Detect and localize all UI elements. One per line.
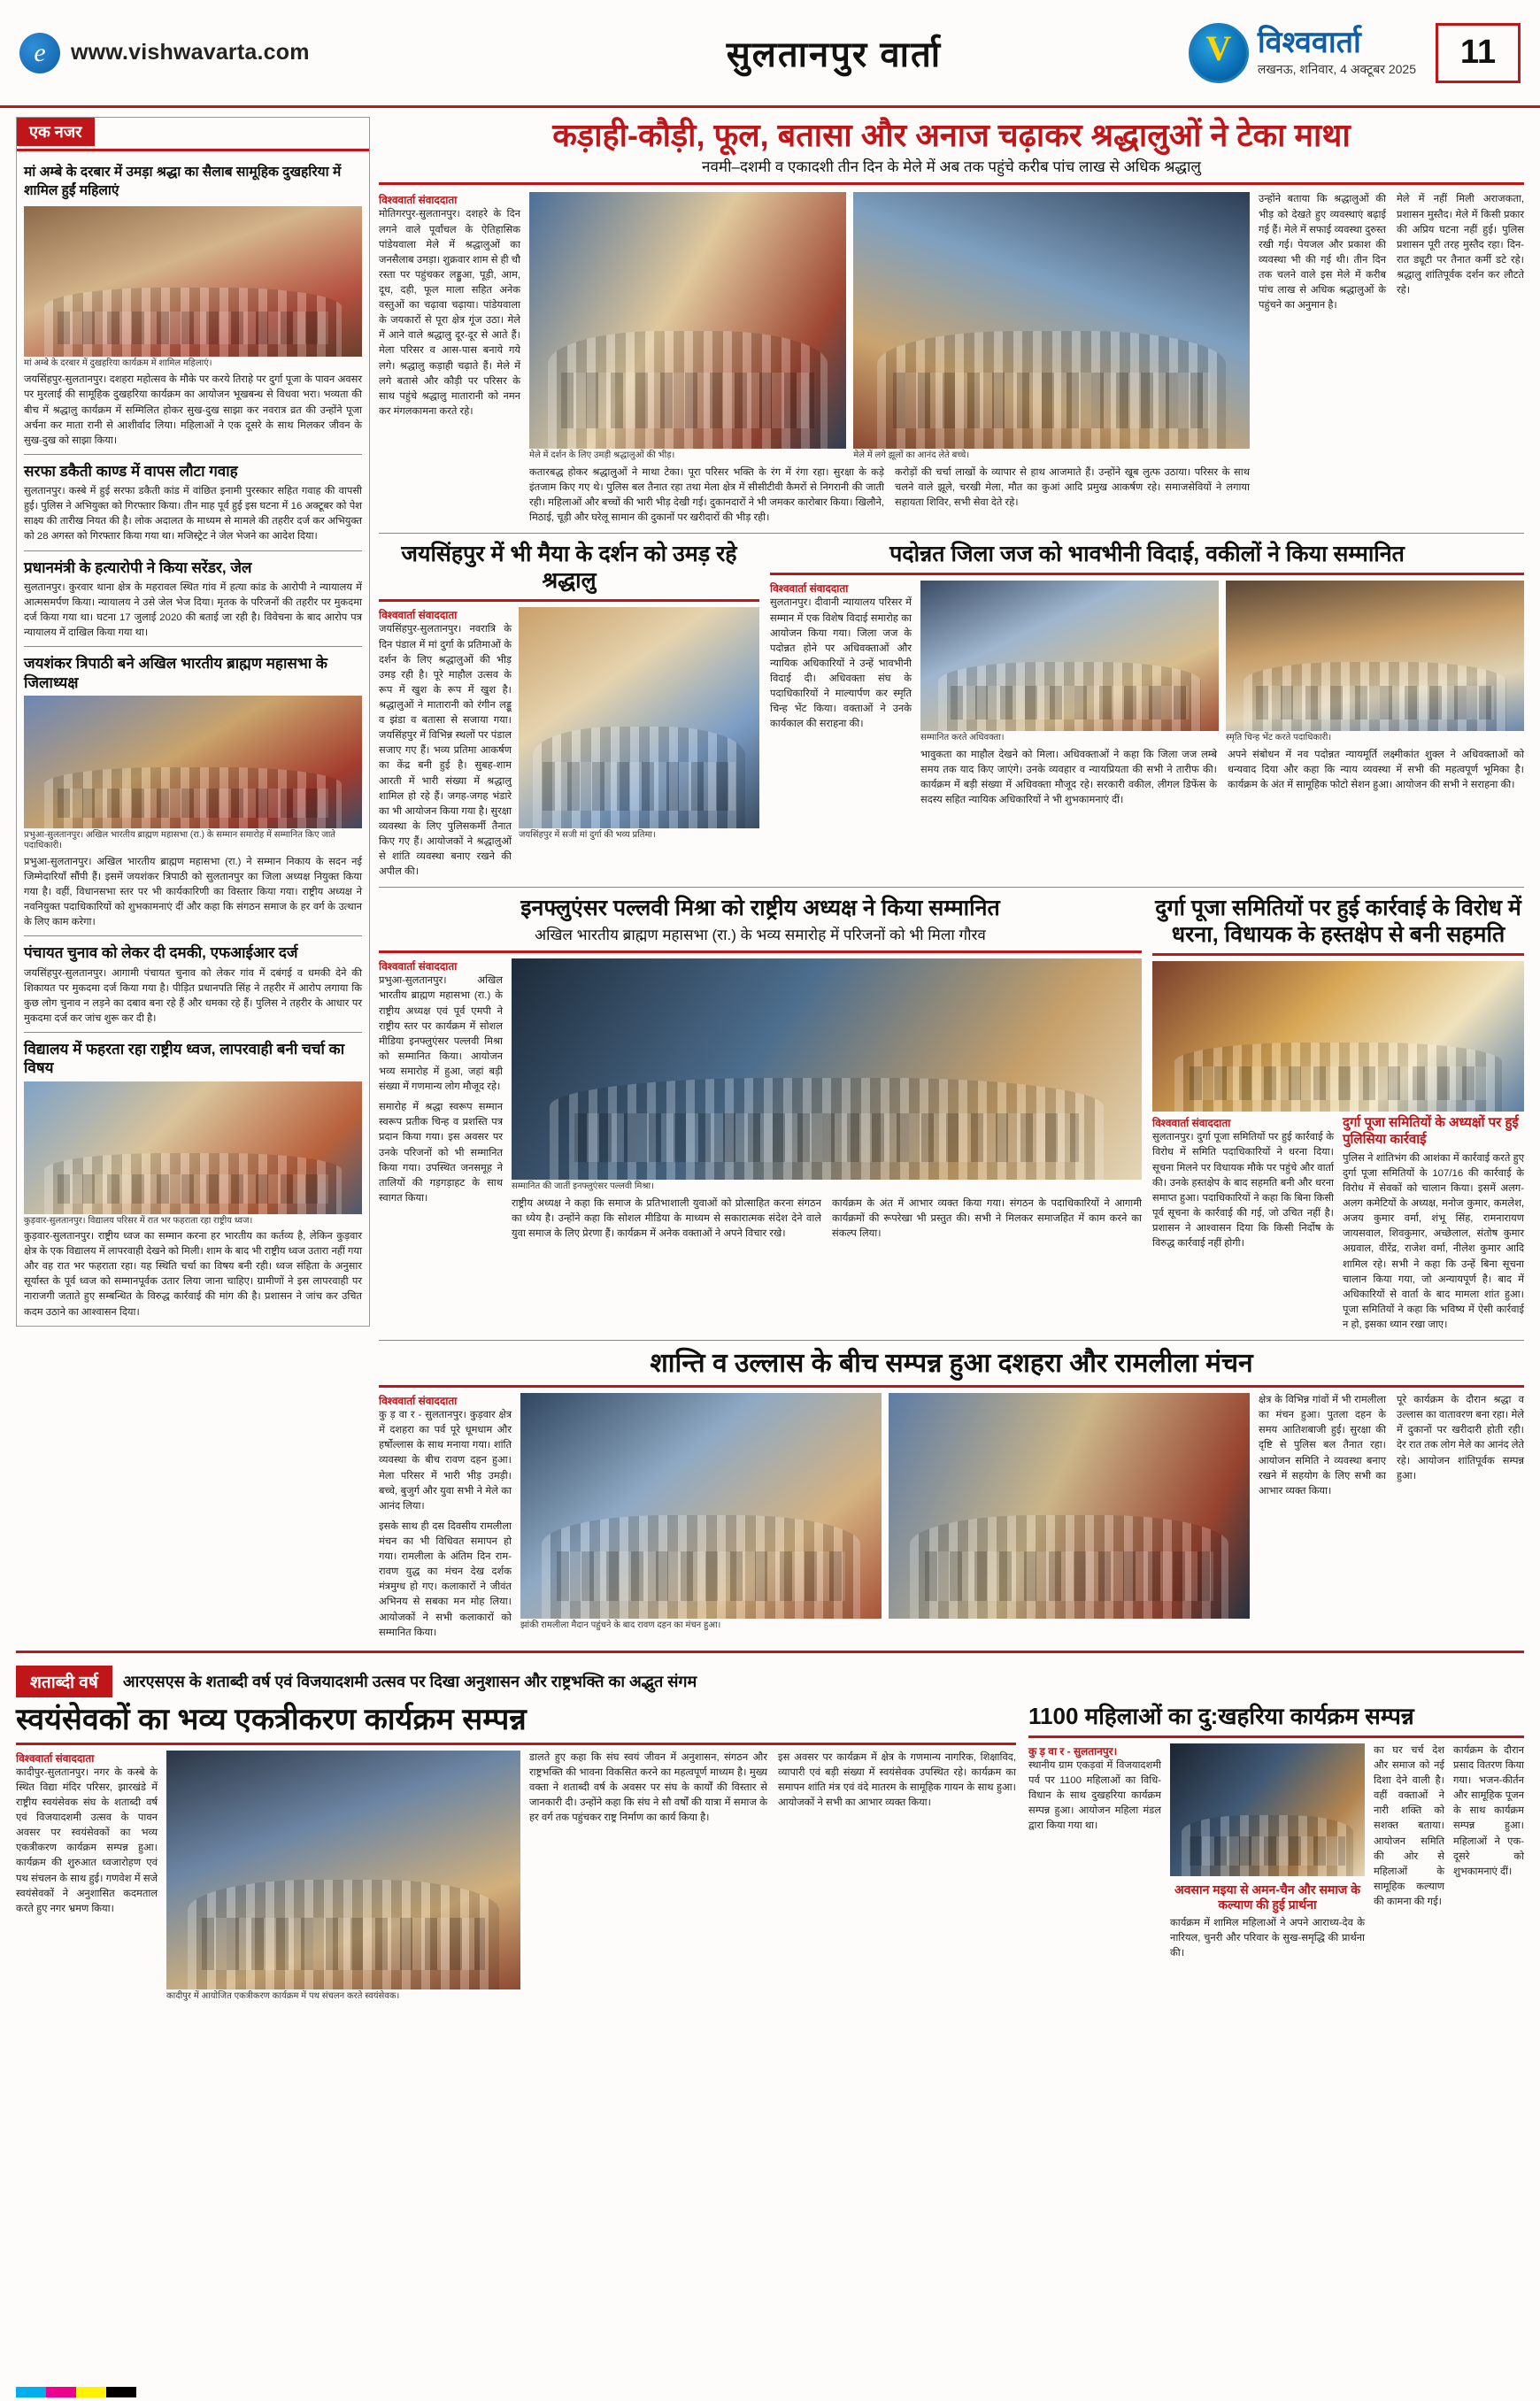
judge-headline[interactable]: पदोन्नत जिला जज को भावभीनी विदाई, वकीलों ने किया सम्मानित (889, 542, 1405, 567)
website-url[interactable]: www.vishwavarta.com (71, 40, 310, 65)
judge-photo-1 (920, 581, 1219, 731)
byline: विश्ववार्ता संवाददाता (379, 960, 458, 973)
influencer-col-4: कार्यक्रम के अंत में आभार व्यक्त किया गया। संगठन के पदाधिकारियों ने आगामी कार्यक्रमों की रूपरेखा भी प्रस्तुत की। सभी ने मिलकर समाजहित में काम करने का संकल्प लिया। (832, 1197, 1142, 1240)
page-content (0, 108, 1540, 1641)
masthead-right (1189, 23, 1521, 83)
rss-col-1: कादीपुर-सुलतानपुर। नगर के कस्बे के स्थित विद्या मंदिर परिसर, झारखंडे में राष्ट्रीय स्वयंसेवक संघ के शताब्दी वर्ष एवं विजयादशमी उत्सव के पावन अवसर पर स्वयंसेवकों का भव्य एकत्रीकरण कार्यक्रम सम्पन्न हुआ। कार्यक्रम की शुरुआत ध्वजारोहण एवं पथ संचलन के साथ हुई। गणवेश में सजे स्वयंसेवकों ने अनुशासित कदमताल करते हुए नगर भ्रमण किया। (16, 1766, 158, 1914)
lead-photo-right (853, 192, 1250, 449)
influencer-col-2: समारोह में श्रद्धा स्वरूप सम्मान स्वरूप प्रतीक चिन्ह व प्रशस्ति पत्र प्रदान किया गया। इस अवसर पर उनके परिजनों को भी सम्मानित किया गया। उपस्थित जनसमूह ने तालियों की गड़गड़ाहट के साथ स्वागत किया। (379, 1102, 503, 1204)
jaisinghpur-body: जयसिंहपुर-सुलतानपुर। नवरात्रि के दिन पंडाल में मां दुर्गा के प्रतिमाओं के दर्शन के लिए श्रद्धालुओं की भीड़ उमड़ रही है। पूरे माहौल उत्सव के रूप में खुश के रूप में खुश है। श्रद्धालुओं ने मातारानी को रंगीन लड्डू व झंडा व बतासा से सजाया गया। जयसिंहपुर में विभिन्न स्थलों पर पंडाल सजाए गए हैं। भव्य प्रतिमा आकर्षण का केंद्र बनी हुई है। सुबह-शाम आरती में भारी संख्या में श्रद्धालु शामिल हो रहे हैं। जगह-जगह भंडारे का भी आयोजन किया गया है। सुरक्षा व्यवस्था के लिए पुलिसकर्मी तैनात किए गए हैं। आयोजकों ने श्रद्धालुओं से शांति व्यवस्था बनाए रखने की अपील की। (379, 624, 512, 878)
one-glance-column (16, 117, 370, 1641)
one-glance-item-photo (24, 1081, 362, 1214)
story-dussehra (379, 1348, 1524, 1641)
rss-headline[interactable]: स्वयंसेवकों का भव्य एकत्रीकरण कार्यक्रम सम्पन्न (16, 1702, 527, 1736)
lead-col-4: उन्होंने बताया कि श्रद्धालुओं की भीड़ को देखते हुए व्यवस्थाएं बढ़ाई गई हैं। मेले में सफाई व्यवस्था दुरुस्त रखी गई। पेयजल और प्रकाश की व्यवस्था भी की गई थी। तीन दिन तक चलने वाले इस मेले में करीब पांच लाख से अधिक श्रद्धालुओं के पहुंचने का अनुमान है। (1259, 194, 1386, 312)
women-col-2: का घर चर्च देश और समाज को नई दिशा देने वाली है। वहीं वक्ताओं ने नारी शक्ति को सशक्त बताया। आयोजन समिति की ओर से महिलाओं के सामूहिक कल्याण की कामना की गई। (1374, 1744, 1444, 1908)
globe-icon: e (19, 33, 60, 73)
brand-logo (1189, 23, 1416, 83)
page-number: 11 (1436, 23, 1521, 83)
photo-caption: सम्मानित की जातीं इनफ्लुएंसर पल्लवी मिश्रा। (512, 1181, 654, 1192)
lead-col-3: करोड़ों की चर्चा लाखों के व्यापार से हाथ आजमाते हैं। उन्होंने खूब लुत्फ उठाया। परिसर के साथ चलने वाले झूले, चरखी मेला, मौत का कुआं आदि प्रमुख आकर्षण रहे। समाजसेवियों ने लगाया सहायता शिविर, सभी सेवा देते रहे। (895, 466, 1250, 509)
judge-body-1: सुलतानपुर। दीवानी न्यायालय परिसर में सम्मान में एक विशेष विदाई समारोह का आयोजन किया गया। जिला जज के पदोन्नत होने पर अधिवक्ताओं और न्यायिक अधिकारियों ने उन्हें भावभीनी विदाई दी। अधिवक्ता संघ के पदाधिकारियों ने माल्यार्पण कर स्मृति चिन्ह भेंट किया। वक्ताओं ने उनके कार्यकाल की सराहना की। (770, 597, 912, 730)
photo-caption: सम्मानित करते अधिवक्ता। (920, 733, 1005, 743)
durga-body: सुलतानपुर। दुर्गा पूजा समितियों पर हुई कार्रवाई के विरोध में समिति पदाधिकारियों ने धरना दिया। सूचना मिलने पर विधायक मौके पर पहुंचे और वार्ता की। उनके हस्तक्षेप के बाद सहमति बनी और धरना समाप्त हुआ। पदाधिकारियों ने कहा कि बिना किसी पूर्व सूचना के कार्रवाई की गई, जो उचित नहीं है। प्रशासन ने आश्वासन दिया कि किसी निर्दोष के विरुद्ध कार्रवाई नहीं होगी। (1152, 1132, 1334, 1250)
byline: विश्ववार्ता संवाददाता (379, 609, 458, 622)
influencer-col-1: प्रभुआ-सुलतानपुर। अखिल भारतीय ब्राह्मण महासभा (रा.) के राष्ट्रीय अध्यक्ष एवं पूर्व एमपी ने राष्ट्रीय स्तर पर कार्यक्रम में सोशल मीडिया इनफ्लुएंसर पल्लवी मिश्रा को सम्मानित किया। आयोजन भव्य समारोह में हुआ, जहां बड़ी संख्या में गणमान्य लोग मौजूद रहे। (379, 975, 503, 1093)
brand-name: विश्ववार्ता (1257, 26, 1361, 59)
lead-subhead: नवमी–दशमी व एकादशी तीन दिन के मेले में अब तक पहुंचे करीब पांच लाख से अधिक श्रद्धालु (702, 158, 1201, 176)
masthead-left (19, 33, 480, 73)
one-glance-item-body: कुड़वार-सुलतानपुर। राष्ट्रीय ध्वज का सम्मान करना हर भारतीय का कर्तव्य है, लेकिन कुड़वार क्षेत्र के एक विद्यालय में लापरवाही देखने को मिली। शाम के बाद भी राष्ट्रीय ध्वज उतारा नहीं गया और वह रात भर फहराता रहा। यह स्थिति चर्चा का विषय बनी रही। ध्वज संहिता के अनुसार सूर्यास्त के पूर्व ध्वज को सम्मानपूर्वक उतार लिया जाना चाहिए। ग्रामीणों ने इस लापरवाही पर नाराजगी जताते हुए सम्बन्धित के विरुद्ध कार्रवाई की मांग की है। प्रशासन ने जांच कर उचित कदम उठाने का आश्वासन दिया। (24, 1231, 362, 1318)
dussehra-headline[interactable]: शान्ति व उल्लास के बीच सम्पन्न हुआ दशहरा और रामलीला मंचन (650, 1349, 1253, 1379)
lead-col-1: मोतिगरपुर-सुलतानपुर। दशहरे के दिन लगने वाले पूर्वांचल के ऐतिहासिक पांडेयवाला मेले में श्रद्धालुओं का जनसैलाब उमड़ा। शुक्रवार शाम से ही चौ रस्ता पर पहुंचकर लड्डुआ, पूड़ी, आम, दूध, दही, फूल माला सहित अनेक वस्तुओं का चढ़ावा चढ़ाया। पांडेयवाला के जयकारों से पूरा क्षेत्र गूंज उठा। मेले में आने वाले श्रद्धालु दूर-दूर से आते हैं। मेला परिसर व आस-पास बनाये गये लगे। श्रद्धालु कड़ाही चढ़ाते हैं। मेले में लगे बतासे और कौड़ी पर परिसर के साथ पहुंचे श्रद्धालु मातारानी को नमन कर मंगलकामना करते रहे। (379, 209, 520, 417)
durga-side-body: पुलिस ने शांतिभंग की आशंका में कार्रवाई करते हुए दुर्गा पूजा समितियों के 107/16 की कार्रवाई के विरोध में सेवकों को चालान किया। इसमें अलग-अलग कमेटियों के अध्यक्ष, मनोज कुमार, कमलेश, अजय कुमार वर्मा, शंभू सिंह, रामनारायण जायसवाल, शिवकुमार, अच्छेलाल, संतोष कुमार अग्रवाल, वीरेंद्र, राजेश वर्मा, नीलेश कुमार आदि शामिल रहे। सभी ने कहा कि उन्हें बिना सूचना चालान किया गया, जो अन्यायपूर्ण है। बाद में अधिकारियों से वार्ता के बाद मामला शांत हुआ। पूजा समितियों ने कहा कि भविष्य में ऐसी कार्रवाई न हो, इसका ध्यान रखा जाए। (1343, 1152, 1524, 1330)
story-rss (16, 1703, 1016, 2003)
one-glance-box (16, 117, 370, 1327)
one-glance-item-body: सुलतानपुर। कुरवार थाना क्षेत्र के महरावल स्थित गांव में हत्या कांड के आरोपी ने न्यायालय में आत्मसमर्पण किया। न्यायालय ने उसे जेल भेज दिया। मृतक के परिजनों की तहरीर पर मुकदमा दर्ज किया गया था। घटना 17 जुलाई 2020 की बताई जा रही है। विवेचना के बाद आरोप पत्र न्यायालय में दाखिल किया गया था। (24, 581, 362, 639)
second-row (379, 541, 1524, 880)
one-glance-body: जयसिंहपुर-सुलतानपुर। दशहरा महोत्सव के मौके पर करये तिराहे पर दुर्गा पूजा के पावन अवसर पर मुरलाई की सामूहिक दुखहरिया कार्यक्रम का आयोजन भूखबन्ध से विधवा भरा। भव्यता की बीच में श्रद्धालु कार्यक्रम में सम्मिलित होकर सुख-दुख साझा कर नवरात्र व्रत की उन्होंने पूजा अर्चना कर माता रानी से आशीर्वाद लिया। महिलाओं ने एक दूसरे के साथ मिलकर जीवन के सुख-दुख को साझा किया। (24, 374, 362, 446)
influencer-photo (512, 958, 1142, 1180)
photo-caption: प्रभुआ-सुलतानपुर। अखिल भारतीय ब्राह्मण महासभा (रा.) के सम्मान समारोह में सम्मानित किए जाते पदाधिकारी। (24, 829, 335, 851)
photo-caption: मेले में दर्शन के लिए उमड़ी श्रद्धालुओं की भीड़। (529, 450, 675, 461)
judge-body-3: अपने संबोधन में नव पदोन्नत न्यायमूर्ति लक्ष्मीकांत शुक्ल ने अधिवक्ताओं को धन्यवाद दिया और कहा कि न्याय व्यवस्था में सभी की महत्वपूर्ण भूमिका है। कार्यक्रम के अंत में सामूहिक फोटो सेशन हुआ। आयोजन की सभी ने सराहना की। (1228, 749, 1524, 791)
centenary-text: आरएसएस के शताब्दी वर्ष एवं विजयादशमी उत्सव पर दिखा अनुशासन और राष्ट्रभक्ति का अद्भुत संगम (122, 1672, 697, 1690)
rss-photo (166, 1751, 520, 1989)
edition-date: लखनऊ, शनिवार, 4 अक्टूबर 2025 (1257, 62, 1416, 76)
lead-headline[interactable]: कड़ाही-कौड़ी, फूल, बतासा और अनाज चढ़ाकर श्रद्धालुओं ने टेका माथा (552, 117, 1351, 153)
one-glance-lead: मां अम्बे के दरबार में उमड़ा श्रद्धा का सैलाब सामूहिक दुखहरिया में शामिल हुईं महिलाएं (24, 165, 342, 198)
durga-photo (1152, 961, 1524, 1112)
byline: विश्ववार्ता संवाददाता (379, 1395, 458, 1408)
women-headline[interactable]: 1100 महिलाओं का दु:खहरिया कार्यक्रम सम्पन्न (1028, 1702, 1414, 1729)
influencer-col-3: राष्ट्रीय अध्यक्ष ने कहा कि समाज के प्रतिभाशाली युवाओं को प्रोत्साहित करना संगठन का ध्येय है। उन्होंने कहा कि सोशल मीडिया के माध्यम से सकारात्मक संदेश देने वाले युवा समाज के लिए प्रेरणा हैं। कार्यक्रम में अनेक वक्ताओं ने अपने विचार रखे। (512, 1197, 821, 1240)
byline: विश्ववार्ता संवाददाता (770, 582, 849, 596)
section-title: सुलतानपुर वार्ता (726, 35, 943, 74)
byline: विश्ववार्ता संवाददाता (16, 1751, 95, 1765)
story-judge (770, 541, 1524, 880)
one-glance-item-photo (24, 696, 362, 828)
one-glance-item-body: सुलतानपुर। कस्बे में हुई सरफा डकैती कांड में वांछित इनामी पुरस्कार सहित गवाह की वापसी हुई। पुलिस ने अभियुक्त को गिरफ्तार किया। तीन माह पूर्व हुई इस घटना में 16 अक्टूबर को पेश साक्ष्य की तारीख नियत की है। लोक अदालत के माध्यम से मामले की तहरीर दर्ज कर अभियुक्त को 28 अगस्त को गिरफ्तार किया गया था। मजिस्ट्रेट ने जेल भेजने का आदेश दिया। (24, 486, 362, 543)
one-glance-item-title[interactable]: प्रधानमंत्री के हत्यारोपी ने किया सरेंडर, जेल (24, 558, 252, 576)
rss-col-2: डालते हुए कहा कि संघ स्वयं जीवन में अनुशासन, संगठन और राष्ट्रभक्ति की भावना विकसित करने का महत्वपूर्ण माध्यम है। मुख्य वक्ता ने शताब्दी वर्ष के अवसर पर संघ के कार्यों की विस्तार से जानकारी दी। उन्होंने कहा कि संघ ने सौ वर्षों की यात्रा में समाज के हर वर्ग तक पहुंचकर राष्ट्र निर्माण का कार्य किया है। (529, 1751, 767, 1824)
bottom-row (0, 1697, 1540, 2003)
photo-caption: कुड़वार-सुलतानपुर। विद्यालय परिसर में रात भर फहराता रहा राष्ट्रीय ध्वज। (24, 1215, 253, 1226)
brand-text (1258, 27, 1416, 78)
rss-col-3: इस अवसर पर कार्यक्रम में क्षेत्र के गणमान्य नागरिक, शिक्षाविद, व्यापारी एवं बड़ी संख्या में स्वयंसेवक उपस्थित रहे। कार्यक्रम का समापन शांति मंत्र एवं वंदे मातरम के सामूहिक गायन के साथ हुआ। आयोजकों ने सभी का आभार व्यक्त किया। (778, 1751, 1016, 1809)
jaisinghpur-headline[interactable]: जयसिंहपुर में भी मैया के दर्शन को उमड़ रहे श्रद्धालु (401, 542, 737, 594)
one-glance-item-body: जयसिंहपुर-सुलतानपुर। आगामी पंचायत चुनाव को लेकर गांव में दबंगई व धमकी देने की शिकायत पर मुकदमा दर्ज किया गया है। पीड़ित प्रधानपति सिंह ने तहरीर में आरोप लगाया कि कुछ लोग चुनाव न लड़ने का दबाव बना रहे हैं और धमका रहे हैं। पुलिस ने तहरीर के आधार पर मुकदमा दर्ज कर जांच शुरू कर दी है। (24, 967, 362, 1024)
dussehra-col-1: कु ड़ वा र - सुलतानपुर। कुड़वार क्षेत्र में दशहरा का पर्व पूरे धूमधाम और हर्षोल्लास के साथ मनाया गया। शांति व्यवस्था के बीच रावण दहन हुआ। मेला परिसर में भारी भीड़ उमड़ी। बच्चे, बुजुर्ग और युवा सभी ने मेले का आनंद लिया। (379, 1410, 512, 1512)
list-item (17, 1032, 369, 1320)
list-item (17, 454, 369, 545)
bottom-band (0, 1660, 1540, 1697)
women-photo (1170, 1743, 1365, 1876)
masthead (0, 0, 1540, 108)
byline: विश्ववार्ता संवाददाता (1152, 1117, 1231, 1130)
masthead-center (480, 28, 1189, 77)
main-column (379, 117, 1524, 1641)
lead-col-2: कतारबद्ध होकर श्रद्धालुओं ने माथा टेका। पूरा परिसर भक्ति के रंग में रंगा रहा। सुरक्षा के कड़े इंतजाम किए गए थे। पुलिस बल तैनात रहा तथा मेला क्षेत्र में सीसीटीवी कैमरों से निगरानी की जाती रही। महिलाओं और बच्चों की भारी भीड़ देखी गई। दुकानदारों ने भी जमकर कारोबार किया। खिलौने, मिठाई, चूड़ी और घरेलू सामान की दुकानों पर खरीदारों की भीड़ रही। (529, 466, 884, 524)
list-item (17, 550, 369, 642)
dussehra-col-3: क्षेत्र के विभिन्न गांवों में भी रामलीला का मंचन हुआ। पुतला दहन के समय आतिशबाजी हुई। सुरक्षा की दृष्टि से पुलिस बल तैनात रहा। आयोजन समिति ने व्यवस्था बनाए रखने में सहयोग के लिए सभी का आभार व्यक्त किया। (1259, 1395, 1386, 1497)
one-glance-photo (24, 206, 362, 357)
influencer-subhead: अखिल भारतीय ब्राह्मण महासभा (रा.) के भव्य समारोह में परिजनों को भी मिला गौरव (535, 927, 986, 944)
one-glance-item-title[interactable]: विद्यालय में फहरता रहा राष्ट्रीय ध्वज, लापरवाही बनी चर्चा का विषय (24, 1041, 345, 1077)
durga-headline[interactable]: दुर्गा पूजा समितियों पर हुई कार्रवाई के विरोध में धरना, विधायक के हस्तक्षेप से बनी सहमति (1155, 896, 1521, 948)
list-item (17, 935, 369, 1027)
one-glance-item-title[interactable]: सरफा डकैती काण्ड में वापस लौटा गवाह (24, 462, 238, 480)
photo-caption: झांकी रामलीला मैदान पहुंचने के बाद रावण दहन का मंचन हुआ। (520, 1620, 721, 1631)
cmyk-registration-bars (16, 2387, 136, 2397)
story-women (1028, 1703, 1524, 2003)
women-sub-caption: अवसान मइया से अमन-चैन और समाज के कल्याण की हुई प्रार्थना (1174, 1882, 1360, 1912)
dussehra-col-4: पूरे कार्यक्रम के दौरान श्रद्धा व उल्लास का वातावरण बना रहा। मेले में दुकानों पर खरीदारी होती रही। देर रात तक लोग मेले का आनंद लेते रहे। आयोजन शांतिपूर्वक सम्पन्न हुआ। (1397, 1395, 1524, 1481)
one-glance-item-title[interactable]: जयशंकर त्रिपाठी बने अखिल भारतीय ब्राह्मण महासभा के जिलाध्यक्ष (24, 655, 327, 691)
list-item (17, 646, 369, 930)
durga-side-title: दुर्गा पूजा समितियों के अध्यक्षों पर हुई पुलिसिया कार्रवाई (1343, 1115, 1519, 1148)
dussehra-photo-2 (889, 1393, 1250, 1619)
photo-caption: जयसिंहपुर में सजी मां दुर्गा की भव्य प्रतिमा। (519, 830, 656, 841)
byline: कु ड़ वा र - सुलतानपुर। (1028, 1744, 1118, 1758)
lead-story (379, 117, 1524, 526)
lead-col-5: मेले में नहीं मिली अराजकता, प्रशासन मुस्तैद। मेले में किसी प्रकार की अप्रिय घटना नहीं हुई। पुलिस प्रशासन पूरी तरह मुस्तैद रहा। दिन-रात ड्यूटी पर तैनात कर्मी डटे रहे। श्रद्धालु शांतिपूर्वक दर्शन कर लौटते रहे। (1397, 194, 1524, 296)
dussehra-col-2: इसके साथ ही दस दिवसीय रामलीला मंचन का भी विधिवत समापन हो गया। रामलीला के अंतिम दिन राम-रावण युद्ध का मंचन देख दर्शक मंत्रमुग्ध हो गए। कलाकारों ने जीवंत अभिनय से सबका मन मोह लिया। आयोजकों ने सभी कलाकारों को सम्मानित किया। (379, 1520, 512, 1638)
story-jaisinghpur (379, 541, 759, 880)
byline: विश्ववार्ता संवाददाता (379, 194, 458, 207)
influencer-headline[interactable]: इनफ्लुएंसर पल्लवी मिश्रा को राष्ट्रीय अध्यक्ष ने किया सम्मानित (520, 896, 1000, 921)
women-col-3: कार्यक्रम के दौरान प्रसाद वितरण किया गया। भजन-कीर्तन और सामूहिक पूजन के साथ कार्यक्रम सम्पन्न हुआ। महिलाओं ने एक-दूसरे को शुभकामनाएं दीं। (1453, 1744, 1524, 1877)
dussehra-photo-1 (520, 1393, 882, 1619)
vishwavarta-logo-icon (1189, 23, 1249, 83)
lead-photo-left (529, 192, 846, 449)
women-col-1: स्थानीय ग्राम एकड़वां में विजयादशमी पर्व पर 1100 महिलाओं का विधि-विधान के साथ दुखहरिया कार्यक्रम सम्पन्न हुआ। आयोजन महिला मंडल द्वारा किया गया था। (1028, 1759, 1161, 1832)
photo-caption: मेले में लगे झूलों का आनंद लेते बच्चे। (853, 450, 970, 461)
one-glance-item-body: प्रभुआ-सुलतानपुर। अखिल भारतीय ब्राह्मण महासभा (रा.) ने सम्मान निकाय के सदन नई जिम्मेदारियाँ सौंपी हैं। इसमें जयशंकर त्रिपाठी को सुलतानपुर का जिला अध्यक्ष नियुक्त किया गया है। वहीं, विधानसभा स्तर पर भी कार्यकारिणी का विस्तार किया गया। राष्ट्रीय अध्यक्ष ने नवनियुक्त पदाधिकारियों को शुभकामनाएं दीं और कहा कि संगठन समाज के हर वर्ग के उत्थान के लिए काम करेगा। (24, 856, 362, 928)
photo-caption: कादीपुर में आयोजित एकत्रीकरण कार्यक्रम में पथ संचलन करते स्वयंसेवक। (166, 1990, 400, 2001)
story-influencer (379, 895, 1142, 1333)
divider (17, 149, 369, 151)
third-row (379, 895, 1524, 1333)
photo-caption: मां अम्बे के दरबार में दुखहरिया कार्यक्रम में शामिल महिलाएं। (24, 358, 212, 368)
one-glance-tag: एक नजर (17, 118, 95, 146)
judge-body-2: भावुकता का माहौल देखने को मिला। अधिवक्ताओं ने कहा कि जिला जज लम्बे समय तक याद किए जाएंगे। उनके व्यवहार व न्यायप्रियता की सभी ने तारीफ की। कार्यक्रम में बड़ी संख्या में अधिवक्ता मौजूद रहे। सरकारी वकील, लीगल डिफेंस के सदस्य सहित न्यायिक अधिकारियों ने भी शुभकामनाएं दीं। (920, 749, 1217, 806)
centenary-tag: शताब्दी वर्ष (16, 1666, 112, 1697)
one-glance-item-title[interactable]: पंचायत चुनाव को लेकर दी दमकी, एफआईआर दर्ज (24, 944, 298, 962)
photo-caption: स्मृति चिन्ह भेंट करते पदाधिकारी। (1226, 733, 1332, 743)
story-durga (1152, 895, 1524, 1333)
judge-photo-2 (1226, 581, 1524, 731)
jaisinghpur-photo (519, 607, 759, 828)
women-body-extra: कार्यक्रम में शामिल महिलाओं ने अपने आराध्य-देव के नारियल, चुनरी और परिवार के सुख-समृद्धि की प्रार्थना की। (1170, 1917, 1365, 1959)
